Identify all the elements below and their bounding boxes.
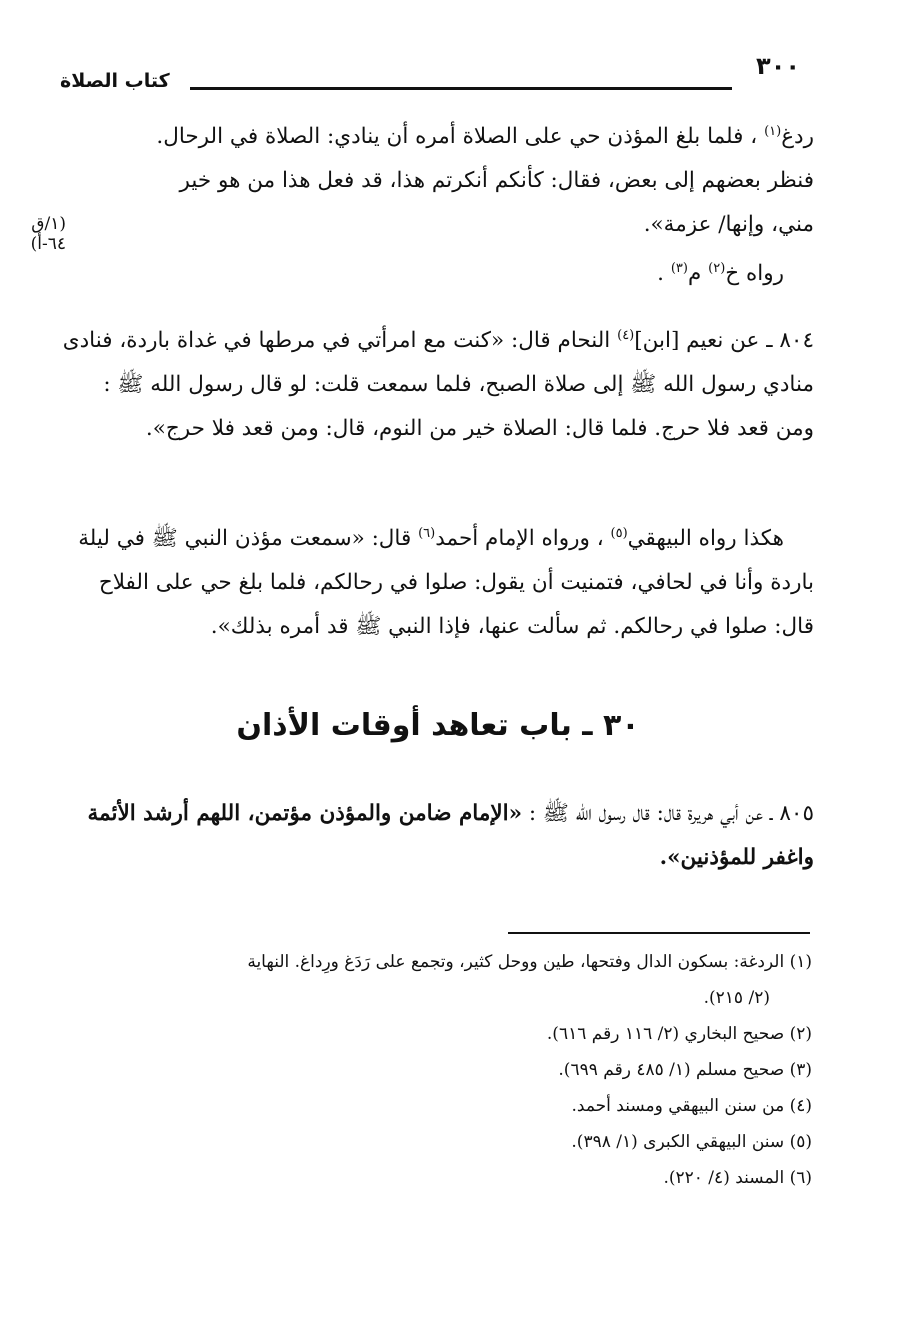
footnote-ref-5: (٥) (610, 526, 628, 541)
hadith-804-text (62, 314, 814, 451)
hadith-805-quote: «الإمام ضامن والمؤذن مؤتمن، اللهم أرشد الأئمة واغفر للمؤذنين». (87, 801, 814, 870)
running-title: كتاب الصلاة (60, 70, 170, 92)
text: قال: «سمعت مؤذن النبي ﷺ في ليلة باردة وأنا في لحافي، فتمنيت أن يقول: صلوا في رحالكم، فلما بلغ حي على الفلاح قال: صلوا في رحالكم. ثم سألت عنها، فإذا النبي ﷺ قد أمره بذلك». (78, 526, 814, 640)
paragraph-1-line-2: فنظر بعضهم إلى بعض، فقال: كأنكم أنكرتم هذا، قد فعل هذا من هو خير (179, 168, 814, 194)
text: ٨٠٤ ـ عن نعيم [ابن] (634, 328, 814, 354)
footnotes (70, 944, 812, 1196)
margin-manuscript-ref: (١/ق ٦٤-أ) (30, 214, 66, 254)
footnote-ref-4: (٤) (617, 328, 635, 343)
footnote-6: (٦) المسند (٤/ ٢٢٠). (663, 1168, 812, 1188)
paragraph-2 (62, 247, 814, 296)
footnote-ref-6: (٦) (418, 526, 436, 541)
text: . (657, 261, 671, 287)
paragraph-3 (62, 512, 814, 649)
text: ، ورواه الإمام أحمد (435, 526, 611, 552)
paragraph-1-line-3: مني، وإنها/ عزمة». (643, 212, 814, 238)
paragraph-1 (62, 110, 814, 296)
footnote-divider (508, 932, 810, 934)
header-rule (190, 87, 732, 90)
page-header (60, 52, 800, 100)
text: النحام قال: «كنت مع امرأتي في مرطها في غداة باردة، فنادى منادي رسول الله ﷺ إلى صلاة الصبح، فلما سمعت قلت: لو قال رسول الله ﷺ : ومن قعد فلا حرج. فلما قال: الصلاة خير من النوم، قال: ومن قعد فلا حرج». (62, 328, 814, 442)
paragraph-1-line-1 (62, 110, 814, 159)
hadith-805-text (62, 792, 814, 880)
footnote-ref-2: (٢) (708, 261, 726, 277)
section-heading: ٣٠ ـ باب تعاهد أوقات الأذان (236, 708, 640, 743)
footnote-4: (٤) من سنن البيهقي ومسند أحمد. (571, 1096, 812, 1116)
text: ٨٠٥ ـ عن أبي هريرة قال: قال رسول الله ﷺ : (522, 801, 814, 826)
hadith-805 (62, 792, 814, 880)
footnote-1: (١) الردغة: بسكون الدال وفتحها، طين ووحل كثير، وتجمع على رَدَغ ورِداغ. النهاية (247, 952, 812, 972)
text: رواه خ (725, 261, 784, 287)
footnote-2: (٢) صحيح البخاري (٢/ ١١٦ رقم ٦١٦). (546, 1024, 812, 1044)
text: م (687, 261, 709, 287)
footnote-1-continued: (٢/ ٢١٥). (703, 988, 770, 1008)
hadith-804 (62, 314, 814, 451)
footnote-ref-1: (١) (764, 124, 782, 139)
footnote-ref-3: (٣) (670, 261, 688, 277)
footnote-5: (٥) سنن البيهقي الكبرى (١/ ٣٩٨). (571, 1132, 812, 1152)
text: ردغ (781, 124, 814, 150)
footnote-3: (٣) صحيح مسلم (١/ ٤٨٥ رقم ٦٩٩). (558, 1060, 812, 1080)
text: هكذا رواه البيهقي (627, 526, 784, 552)
page-number: ٣٠٠ (756, 52, 800, 80)
paragraph-3-text (62, 512, 814, 649)
text: ، فلما بلغ المؤذن حي على الصلاة أمره أن ينادي: الصلاة في الرحال. (156, 124, 765, 150)
